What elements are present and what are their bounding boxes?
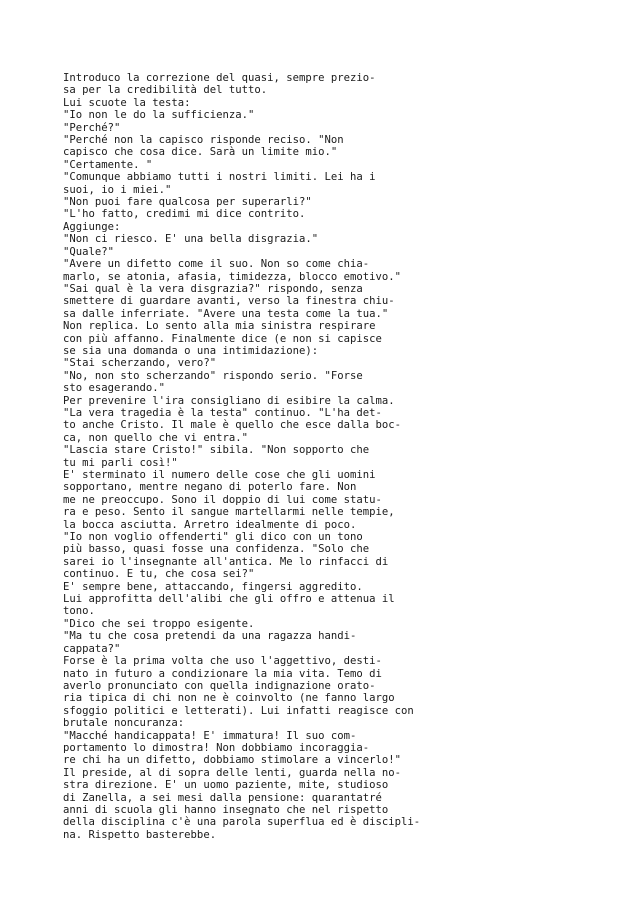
text-line: "Sai qual è la vera disgrazia?" rispondo, senza	[63, 282, 363, 295]
text-line: marlo, se atonia, afasia, timidezza, blocco emotivo."	[63, 270, 402, 283]
text-line: "No, non sto scherzando" rispondo serio. "Forse	[63, 369, 363, 382]
text-line: "Non puoi fare qualcosa per superarli?"	[63, 196, 312, 209]
text-line: portamento lo dimostra! Non dobbiamo incoraggia-	[63, 741, 370, 754]
text-line: "Non ci riesco. E' una bella disgrazia."	[63, 233, 319, 246]
text-line: la bocca asciutta. Arretro idealmente di poco.	[63, 518, 357, 531]
document-page	[63, 72, 623, 841]
text-line: capisco che cosa dice. Sarà un limite mio."	[63, 146, 338, 159]
text-line: tono.	[63, 605, 95, 618]
text-line: "L'ho fatto, credimi mi dice contrito.	[63, 208, 306, 221]
text-line: sa per la credibilità del tutto.	[63, 84, 268, 97]
text-line: "Ma tu che cosa pretendi da una ragazza handi-	[63, 630, 357, 643]
text-line: to anche Cristo. Il male è quello che esce dalla boc-	[63, 419, 402, 432]
text-line: "Io non le do la sufficienza."	[63, 109, 255, 122]
text-line: averlo pronunciato con quella indignazione orato-	[63, 679, 376, 692]
text-line: "Macché handicappata! E' immatura! Il suo com-	[63, 729, 357, 742]
text-line: na. Rispetto basterebbe.	[63, 828, 217, 841]
text-line: Non replica. Lo sento alla mia sinistra respirare	[63, 320, 376, 333]
text-line: "Dico che sei troppo esigente.	[63, 617, 255, 630]
text-line: "Io non voglio offenderti" gli dico con un tono	[63, 531, 363, 544]
text-line: sopportano, mentre negano di poterlo fare. Non	[63, 481, 357, 494]
text-line: "Stai scherzando, vero?"	[63, 357, 217, 370]
text-line: ra e peso. Sento il sangue martellarmi nelle tempie,	[63, 506, 395, 519]
text-line: continuo. E tu, che cosa sei?"	[63, 568, 255, 581]
text-line: Per prevenire l'ira consigliano di esibire la calma.	[63, 394, 395, 407]
text-line: più basso, quasi fosse una confidenza. "Solo che	[63, 543, 370, 556]
text-line: Lui approfitta dell'alibi che gli offro e attenua il	[63, 593, 395, 606]
text-line: "Perché?"	[63, 121, 121, 134]
text-line: ca, non quello che vi entra."	[63, 431, 248, 444]
text-line: "Perché non la capisco risponde reciso. "Non	[63, 134, 344, 147]
text-line: tu mi parli così!"	[63, 456, 178, 469]
text-line: re chi ha un difetto, dobbiamo stimolare a vincerlo!"	[63, 754, 402, 767]
text-line: sarei io l'insegnante all'antica. Me lo rinfacci di	[63, 555, 389, 568]
text-line: E' sterminato il numero delle cose che gli uomini	[63, 469, 376, 481]
text-line: se sia una domanda o una intimidazione):	[63, 344, 319, 357]
text-line: suoi, io i miei."	[63, 183, 172, 196]
text-line: brutale noncuranza:	[63, 717, 185, 730]
text-line: "La vera tragedia è la testa" continuo. "L'ha det-	[63, 406, 382, 419]
text-line: di Zanella, a sei mesi dalla pensione: quarantatré	[63, 791, 382, 804]
text-line: sto esagerando."	[63, 382, 166, 395]
text-line: Forse è la prima volta che uso l'aggettivo, desti-	[63, 655, 382, 668]
text-line: "Lascia stare Cristo!" sibila. "Non sopporto che	[63, 444, 370, 457]
text-line: "Comunque abbiamo tutti i nostri limiti. Lei ha i	[63, 171, 376, 184]
text-line: smettere di guardare avanti, verso la finestra chiu-	[63, 295, 395, 308]
text-line: cappata?"	[63, 642, 121, 655]
text-line: "Quale?"	[63, 245, 115, 258]
text-line: anni di scuola gli hanno insegnato che nel rispetto	[63, 803, 389, 816]
text-line: me ne preoccupo. Sono il doppio di lui come statu-	[63, 493, 382, 506]
text-line: sa dalle inferriate. "Avere una testa come la tua."	[63, 307, 389, 320]
text-line: Introduco la correzione del quasi, sempre prezio-	[63, 72, 376, 84]
text-line: con più affanno. Finalmente dice (e non si capisce	[63, 332, 382, 345]
text-line: Il preside, al di sopra delle lenti, guarda nella no-	[63, 766, 402, 779]
text-line: E' sempre bene, attaccando, fingersi aggredito.	[63, 580, 363, 593]
text-line: ria tipica di chi non ne è coinvolto (ne fanno largo	[63, 692, 395, 705]
text-line: Aggiunge:	[63, 220, 121, 233]
text-line: "Avere un difetto come il suo. Non so come chia-	[63, 258, 370, 271]
text-line: della disciplina c'è una parola superflua ed è discipli-	[63, 816, 421, 829]
document-body	[63, 72, 623, 841]
text-line: "Certamente. "	[63, 158, 153, 171]
text-line: sfoggio politici e letterati). Lui infatti reagisce con	[63, 704, 414, 717]
text-line: stra direzione. E' un uomo paziente, mite, studioso	[63, 779, 389, 792]
text-line: nato in futuro a condizionare la mia vita. Temo di	[63, 667, 382, 680]
text-line: Lui scuote la testa:	[63, 96, 191, 109]
